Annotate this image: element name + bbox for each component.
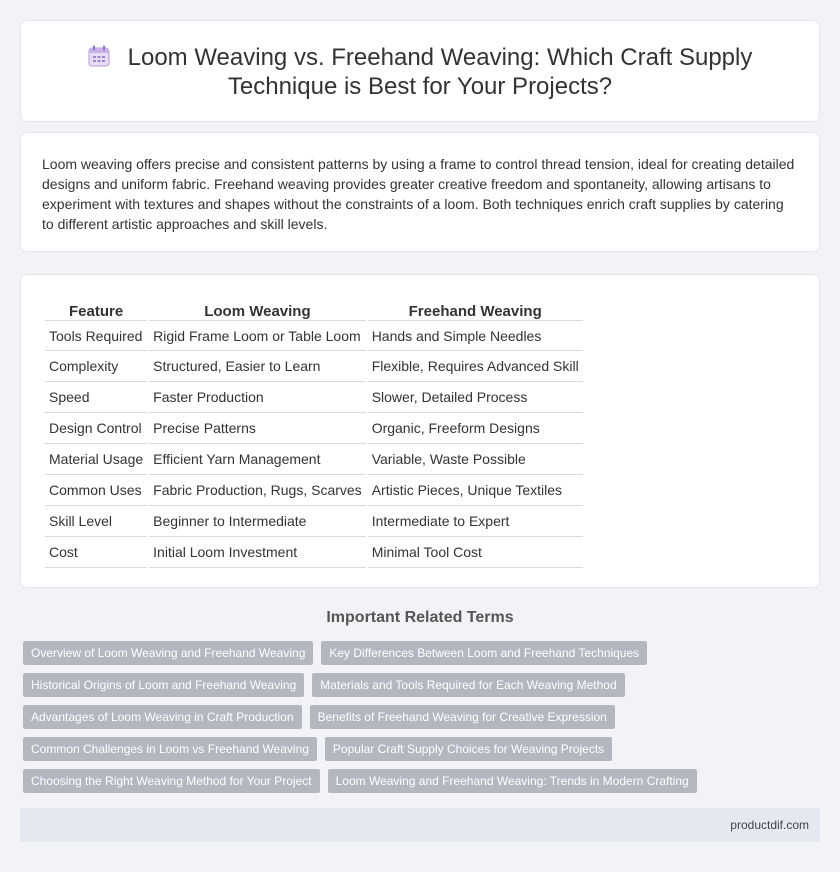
table-cell: Design Control	[45, 413, 147, 444]
table-cell: Fabric Production, Rugs, Scarves	[149, 475, 366, 506]
comparison-table	[43, 294, 585, 568]
table-cell: Organic, Freeform Designs	[368, 413, 583, 444]
comparison-card	[20, 274, 820, 588]
tag-row	[23, 673, 625, 697]
related-term-link[interactable]: Popular Craft Supply Choices for Weaving Projects	[325, 737, 612, 761]
table-cell: Intermediate to Expert	[368, 506, 583, 537]
table-cell: Speed	[45, 382, 147, 413]
table-cell: Minimal Tool Cost	[368, 537, 583, 568]
table-cell: Variable, Waste Possible	[368, 444, 583, 475]
tag-row	[23, 641, 647, 665]
header-freehand-weaving: Freehand Weaving	[408, 303, 542, 320]
related-term-link[interactable]: Key Differences Between Loom and Freehand Techniques	[321, 641, 647, 665]
table-cell: Initial Loom Investment	[149, 537, 366, 568]
table-cell: Efficient Yarn Management	[149, 444, 366, 475]
table-row	[45, 444, 583, 475]
footer-site-name: productdif.com	[730, 818, 809, 832]
table-row	[45, 382, 583, 413]
related-term-link[interactable]: Historical Origins of Loom and Freehand Weaving	[23, 673, 304, 697]
related-term-link[interactable]: Common Challenges in Loom vs Freehand Weaving	[23, 737, 317, 761]
related-term-link[interactable]: Loom Weaving and Freehand Weaving: Trends in Modern Crafting	[328, 769, 697, 793]
related-terms-heading: Important Related Terms	[326, 609, 514, 626]
title-wrap	[21, 43, 819, 101]
related-term-link[interactable]: Choosing the Right Weaving Method for Your Project	[23, 769, 320, 793]
table-cell: Faster Production	[149, 382, 366, 413]
table-cell: Hands and Simple Needles	[368, 320, 583, 351]
table-cell: Artistic Pieces, Unique Textiles	[368, 475, 583, 506]
intro-card	[20, 132, 820, 252]
intro-paragraph: Loom weaving offers precise and consistent patterns by using a frame to control thread tension, ideal for creating detailed designs and uniform fabric. Freehand weaving provides greater creative freedom and spontaneity, allowing artisans to experiment with textures and shapes without the constraints of a loom. Both techniques enrich craft supplies by catering to different artistic approaches and skill levels.	[42, 156, 795, 232]
calendar-icon	[88, 45, 110, 67]
table-row	[45, 351, 583, 382]
table-cell: Tools Required	[45, 320, 147, 351]
table-cell: Flexible, Requires Advanced Skill	[368, 351, 583, 382]
table-cell: Complexity	[45, 351, 147, 382]
related-term-link[interactable]: Overview of Loom Weaving and Freehand Weaving	[23, 641, 313, 665]
title-line-2: Technique is Best for Your Projects?	[227, 73, 613, 100]
table-cell: Structured, Easier to Learn	[149, 351, 366, 382]
table-cell: Common Uses	[45, 475, 147, 506]
related-term-link[interactable]: Advantages of Loom Weaving in Craft Production	[23, 705, 302, 729]
table-row	[45, 413, 583, 444]
table-cell: Slower, Detailed Process	[368, 382, 583, 413]
table-cell: Precise Patterns	[149, 413, 366, 444]
table-cell: Skill Level	[45, 506, 147, 537]
table-row	[45, 475, 583, 506]
header-loom-weaving: Loom Weaving	[204, 303, 311, 320]
table-row	[45, 506, 583, 537]
tag-row	[23, 769, 697, 793]
table-row	[45, 320, 583, 351]
table-cell: Beginner to Intermediate	[149, 506, 366, 537]
table-row	[45, 537, 583, 568]
tag-row	[23, 705, 615, 729]
table-cell: Cost	[45, 537, 147, 568]
tag-row	[23, 737, 612, 761]
footer	[20, 808, 820, 842]
header-card	[20, 20, 820, 122]
table-cell: Material Usage	[45, 444, 147, 475]
header-feature: Feature	[68, 303, 124, 320]
related-term-link[interactable]: Benefits of Freehand Weaving for Creative Expression	[310, 705, 615, 729]
table-cell: Rigid Frame Loom or Table Loom	[149, 320, 366, 351]
title-line-1: Loom Weaving vs. Freehand Weaving: Which Craft Supply	[127, 44, 753, 71]
page-title	[88, 43, 753, 101]
related-term-link[interactable]: Materials and Tools Required for Each Weaving Method	[312, 673, 624, 697]
table-header-row	[45, 294, 583, 320]
